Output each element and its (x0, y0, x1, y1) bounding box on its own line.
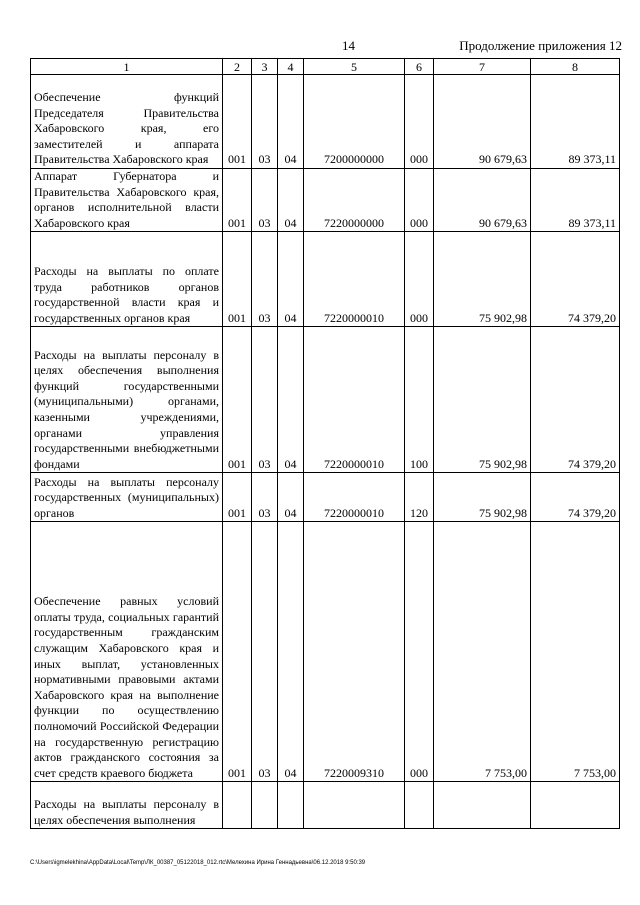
ministry-code (223, 782, 252, 829)
section-code: 03 (252, 75, 278, 169)
expense-name: Аппарат Губернатора и Правительства Хабаровского края, органов исполнительной власти Хабаровского края (31, 169, 223, 232)
section-code: 03 (252, 169, 278, 232)
ministry-code: 001 (223, 327, 252, 473)
amount-col7: 90 679,63 (434, 75, 531, 169)
ministry-code: 001 (223, 522, 252, 782)
table-row (31, 169, 620, 232)
amount-col7 (434, 782, 531, 829)
table-row (31, 232, 620, 327)
expense-name: Расходы на выплаты персоналу в целях обеспечения выполнения (31, 782, 223, 829)
ministry-code: 001 (223, 473, 252, 522)
expense-name: Обеспечение функций Председателя Правительства Хабаровского края, его заместителей и аппарата Правительства Хабаровского края (31, 75, 223, 169)
column-header: 2 (223, 59, 252, 75)
amount-col8: 74 379,20 (531, 232, 620, 327)
subsection-code (278, 782, 304, 829)
column-header: 7 (434, 59, 531, 75)
expense-name: Расходы на выплаты персоналу государственных (муниципальных) органов (31, 473, 223, 522)
amount-col8: 74 379,20 (531, 473, 620, 522)
table-row (31, 327, 620, 473)
ministry-code: 001 (223, 75, 252, 169)
expense-type-code: 000 (405, 522, 434, 782)
expense-type-code: 000 (405, 232, 434, 327)
column-header: 6 (405, 59, 434, 75)
section-code: 03 (252, 522, 278, 782)
amount-col7: 90 679,63 (434, 169, 531, 232)
amount-col8: 89 373,11 (531, 75, 620, 169)
amount-col7: 7 753,00 (434, 522, 531, 782)
target-article-code: 7220000010 (304, 327, 405, 473)
column-header: 1 (31, 59, 223, 75)
section-code: 03 (252, 473, 278, 522)
table-row (31, 473, 620, 522)
column-header: 4 (278, 59, 304, 75)
amount-col8: 89 373,11 (531, 169, 620, 232)
column-header: 3 (252, 59, 278, 75)
expense-type-code (405, 782, 434, 829)
subsection-code: 04 (278, 327, 304, 473)
amount-col7: 75 902,98 (434, 473, 531, 522)
subsection-code: 04 (278, 232, 304, 327)
ministry-code: 001 (223, 169, 252, 232)
amount-col7: 75 902,98 (434, 327, 531, 473)
table-row (31, 782, 620, 829)
section-code: 03 (252, 327, 278, 473)
amount-col8: 74 379,20 (531, 327, 620, 473)
target-article-code: 7220000010 (304, 232, 405, 327)
target-article-code: 7220000000 (304, 169, 405, 232)
table-row (31, 522, 620, 782)
file-path-footer: C:\Users\igmelekhina\AppData\Local\Temp\ЛК_00387_05122018_012.rtc\Мелехина Ирина Геннадьевна\06.12.2018 9:50:39 (30, 860, 366, 866)
expense-type-code: 000 (405, 75, 434, 169)
column-number-row (31, 59, 620, 75)
amount-col8 (531, 782, 620, 829)
target-article-code: 7220009310 (304, 522, 405, 782)
budget-table (30, 58, 620, 829)
section-code: 03 (252, 232, 278, 327)
column-header: 5 (304, 59, 405, 75)
section-code (252, 782, 278, 829)
subsection-code: 04 (278, 75, 304, 169)
expense-type-code: 100 (405, 327, 434, 473)
expense-type-code: 000 (405, 169, 434, 232)
subsection-code: 04 (278, 169, 304, 232)
continuation-title: Продолжение приложения 12 (459, 38, 622, 53)
subsection-code: 04 (278, 522, 304, 782)
expense-name: Обеспечение равных условий оплаты труда, социальных гарантий государственным гражданским служащим Хабаровского края и иных выплат, установленных нормативными правовыми актами Хабаровского края на выполнение функции по осуществлению полномочий Российской Федерации на государственную регистрацию актов гражданского состояния за счет средств краевого бюджета (31, 522, 223, 782)
expense-type-code: 120 (405, 473, 434, 522)
target-article-code: 7220000010 (304, 473, 405, 522)
expense-name: Расходы на выплаты персоналу в целях обеспечения выполнения функций государственными (муниципальными) органами, казенными учреждениями, органами управления государственными внебюджетными фондами (31, 327, 223, 473)
amount-col7: 75 902,98 (434, 232, 531, 327)
table-row (31, 75, 620, 169)
column-header: 8 (531, 59, 620, 75)
target-article-code: 7200000000 (304, 75, 405, 169)
expense-name: Расходы на выплаты по оплате труда работников органов государственной власти края и государственных органов края (31, 232, 223, 327)
target-article-code (304, 782, 405, 829)
subsection-code: 04 (278, 473, 304, 522)
page-number: 14 (342, 38, 355, 53)
ministry-code: 001 (223, 232, 252, 327)
amount-col8: 7 753,00 (531, 522, 620, 782)
